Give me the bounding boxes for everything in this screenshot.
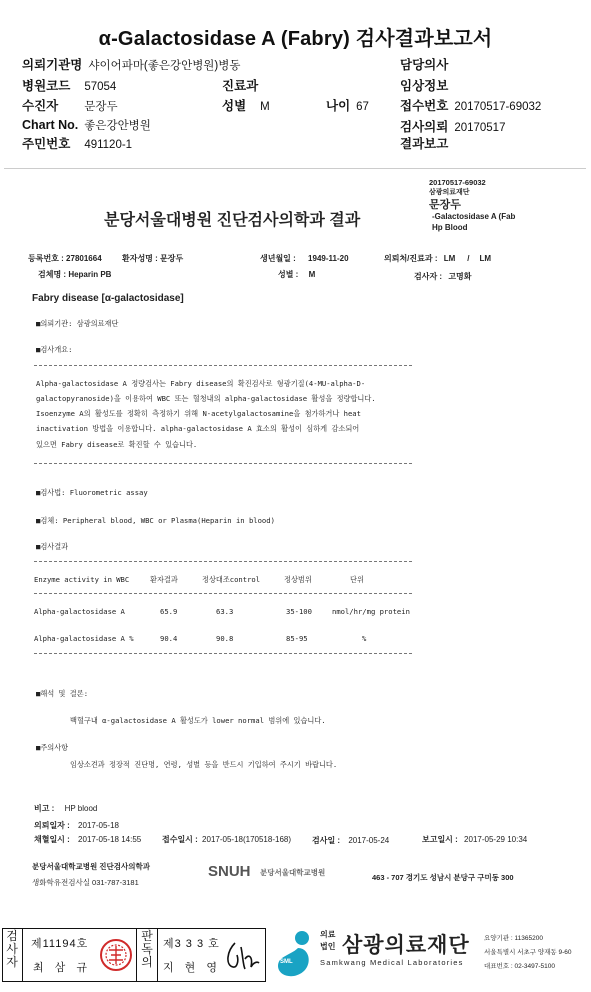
label-spec: Hp Blood bbox=[432, 223, 468, 232]
row1-unit: nmol/hr/mg protein bbox=[332, 607, 410, 616]
attending-row bbox=[400, 55, 448, 73]
patient-name-value: 문장두 bbox=[160, 254, 184, 263]
seal-stamp-icon bbox=[99, 935, 133, 975]
tester-name: 최 삼 규 bbox=[33, 962, 91, 974]
doctor bbox=[384, 253, 491, 264]
sex-label-2: 성별 : bbox=[278, 270, 299, 279]
divider bbox=[34, 463, 412, 464]
patient-name bbox=[122, 253, 183, 264]
clinical-label: 임상정보 bbox=[400, 79, 449, 93]
collect-date-label: 채혈일시 : bbox=[34, 835, 70, 844]
overview-line-5: 있으면 Fabry disease로 확진할 수 있습니다. bbox=[36, 440, 198, 449]
request-row bbox=[400, 117, 505, 135]
sex-label: 성별 bbox=[222, 99, 247, 113]
collect-date bbox=[34, 834, 141, 845]
snuh-name: 분당서울대학교병원 bbox=[260, 868, 326, 877]
remark-label: 비고 : bbox=[34, 804, 55, 813]
age-label: 나이 bbox=[326, 99, 351, 113]
reviewer-vertical-label: 판독의 bbox=[141, 929, 153, 969]
overview-line-4: inactivation 방법을 이용합니다. alpha-galactosidase A 효소의 활성이 심하게 감소되어 bbox=[36, 424, 360, 433]
accession-label: 접수번호 bbox=[400, 99, 449, 113]
sex-value-2: M bbox=[308, 270, 316, 279]
method: ■검사법: Fluorometric assay bbox=[36, 488, 148, 497]
report-row bbox=[400, 134, 448, 152]
signature-icon bbox=[221, 937, 261, 975]
interp-heading: ■해석 및 결론: bbox=[36, 689, 89, 698]
report-date bbox=[422, 834, 527, 845]
dept-label: 진료과 bbox=[222, 79, 259, 93]
chart-label: Chart No. bbox=[22, 118, 79, 132]
institution-row bbox=[22, 55, 240, 73]
request-date bbox=[34, 820, 119, 831]
report-label: 결과보고 bbox=[400, 137, 449, 151]
tester-label: 검사자 : bbox=[414, 272, 443, 281]
notes-heading: ■주의사항 bbox=[36, 743, 69, 752]
sex-row bbox=[222, 96, 270, 114]
rrn-label: 주민번호 bbox=[22, 137, 71, 151]
snuh-logo: SNUH bbox=[208, 863, 251, 880]
brand-english: Samkwang Medical Laboratories bbox=[320, 958, 464, 967]
row2-enzyme: Alpha-galactosidase A % bbox=[34, 634, 134, 643]
request-date-label: 의뢰일자 : bbox=[34, 821, 70, 830]
specimen-label: 검체명 : bbox=[38, 270, 67, 279]
col-header-unit: 단위 bbox=[350, 575, 364, 584]
sex bbox=[278, 269, 315, 280]
collect-date-value: 2017-05-18 14:55 bbox=[78, 835, 142, 844]
hospital-title: 분당서울대병원 진단검사의학과 결과 bbox=[104, 212, 361, 229]
divider bbox=[34, 653, 412, 654]
patient-label: 수진자 bbox=[22, 99, 59, 113]
tester-value: 고명화 bbox=[448, 272, 472, 281]
institution-label: 의뢰기관명 bbox=[22, 58, 83, 72]
remark bbox=[34, 803, 97, 814]
overview-heading: ■검사개요: bbox=[36, 345, 73, 354]
dob bbox=[260, 253, 349, 264]
brand-small-2: 법인 bbox=[320, 942, 336, 951]
report-date-value: 2017-05-29 10:34 bbox=[464, 835, 528, 844]
specimen bbox=[38, 269, 111, 280]
patient-row bbox=[22, 96, 118, 114]
dob-value: 1949-11-20 bbox=[308, 254, 349, 263]
divider bbox=[34, 365, 412, 366]
col-header-range: 정상범위 bbox=[284, 575, 312, 584]
specimen-value: Heparin PB bbox=[68, 270, 112, 279]
footer-address: 463 - 707 경기도 성남시 분당구 구미동 300 bbox=[372, 873, 514, 882]
reg-no-value: 27801664 bbox=[66, 254, 102, 263]
rrn-row bbox=[22, 134, 132, 152]
footer-contact: 생화학유전검사실 031-787-3181 bbox=[32, 878, 139, 887]
label-org: 삼광의료재단 bbox=[429, 189, 470, 196]
brand-small-1: 의료 bbox=[320, 930, 336, 939]
doctor-value: LM bbox=[443, 254, 456, 263]
row2-control: 90.8 bbox=[216, 634, 234, 643]
receipt-date-value: 2017-05-18(170518-168) bbox=[202, 835, 292, 844]
row1-result: 65.9 bbox=[160, 607, 178, 616]
report-title: α-Galactosidase A (Fabry) 검사결과보고서 bbox=[98, 28, 493, 50]
reg-no bbox=[28, 253, 102, 264]
request-date-value: 2017-05-18 bbox=[78, 821, 119, 830]
sex-value: M bbox=[260, 101, 270, 113]
row2-result: 90.4 bbox=[160, 634, 178, 643]
col-header-control: 정상대조control bbox=[202, 575, 261, 584]
age-row bbox=[326, 96, 369, 114]
label-name: 문장두 bbox=[429, 199, 461, 211]
label-test: -Galactosidase A (Fab bbox=[432, 212, 516, 221]
ref-org: ■의뢰기관: 삼광의료재단 bbox=[36, 319, 119, 328]
brand-name: 삼광의료재단 bbox=[342, 934, 470, 957]
receipt-date-label: 접수일시 : bbox=[162, 835, 198, 844]
row1-control: 63.3 bbox=[216, 607, 234, 616]
remark-value: HP blood bbox=[64, 804, 98, 813]
age-value: 67 bbox=[356, 101, 369, 113]
rrn-value: 491120-1 bbox=[84, 139, 133, 151]
test-title: Fabry disease [α-galactosidase] bbox=[32, 293, 184, 304]
tester bbox=[414, 271, 472, 282]
patient-name-label: 환자성명 : bbox=[122, 254, 158, 263]
row1-range: 35-100 bbox=[286, 607, 312, 616]
report-date-label: 보고일시 : bbox=[422, 835, 458, 844]
reviewer-license: 제3 3 3 호 bbox=[163, 938, 220, 950]
col-header-result: 환자결과 bbox=[150, 575, 178, 584]
doctor-value-2: LM bbox=[479, 254, 492, 263]
request-label: 검사의뢰 bbox=[400, 120, 449, 134]
divider bbox=[34, 561, 412, 562]
reviewer-name: 지 현 영 bbox=[163, 962, 221, 974]
dept-row bbox=[222, 76, 258, 94]
doctor-sep: / bbox=[467, 254, 470, 263]
row1-enzyme: Alpha-galactosidase A bbox=[34, 607, 125, 616]
hospital-code-value: 57054 bbox=[84, 81, 117, 93]
sample: ■검체: Peripheral blood, WBC or Plasma(Heparin in blood) bbox=[36, 516, 275, 525]
request-value: 20170517 bbox=[454, 122, 506, 134]
hospital-code-row bbox=[22, 76, 116, 94]
sml-logo-text: SML bbox=[280, 959, 293, 965]
accession-value: 20170517-69032 bbox=[454, 101, 542, 113]
report-sheet bbox=[4, 168, 586, 920]
brand-info-1: 요양기관 : 11365200 bbox=[484, 935, 543, 942]
tester-license: 제11194호 bbox=[31, 938, 89, 950]
test-date-label: 검사일 : bbox=[312, 836, 341, 845]
overview-line-3: Isoenzyme A의 활성도를 정확히 측정하기 위해 N-acetylgalactosamine을 첨가하거나 heat bbox=[36, 409, 361, 418]
overview-line-1: Alpha-galactosidase A 정량검사는 Fabry disease의 확진검사로 형광기질(4-MU-alpha-D- bbox=[36, 379, 366, 388]
overview-line-2: galactopyranoside)을 이용하여 WBC 또는 혈청내의 alpha-galactosidase 활성을 정량합니다. bbox=[36, 394, 376, 403]
patient-value: 문장두 bbox=[84, 101, 118, 113]
tester-vertical-label: 검사자 bbox=[6, 929, 18, 969]
signature-box bbox=[2, 928, 266, 982]
chart-row bbox=[22, 117, 151, 133]
brand-info-2: 서울특별시 서초구 양재동 9-60 bbox=[484, 949, 572, 956]
test-date bbox=[312, 835, 389, 846]
receipt-date bbox=[162, 834, 291, 845]
footer-dept: 분당서울대학교병원 진단검사의학과 bbox=[32, 862, 151, 871]
notes-text: 임상소견과 정장적 진단명, 연령, 성별 등을 반드시 기입하여 주시기 바랍니다. bbox=[70, 760, 338, 769]
chart-value: 좋은강안병원 bbox=[84, 120, 151, 132]
doctor-label: 의뢰처/진료과 : bbox=[384, 254, 438, 263]
accession-row bbox=[400, 96, 541, 114]
hospital-code-label: 병원코드 bbox=[22, 79, 71, 93]
dob-label: 생년월일 : bbox=[260, 254, 296, 263]
reg-no-label: 등록번호 : bbox=[28, 254, 64, 263]
test-date-value: 2017-05-24 bbox=[348, 836, 390, 845]
results-heading: ■검사결과 bbox=[36, 542, 69, 551]
divider bbox=[34, 593, 412, 594]
brand-info-3: 대표번호 : 02-3497-5100 bbox=[484, 963, 556, 970]
tester-label-cell bbox=[3, 929, 23, 981]
reviewer-label-cell bbox=[136, 929, 158, 981]
row2-unit: % bbox=[362, 634, 367, 643]
institution-value: 샤이어파마(좋은강안병원)병동 bbox=[88, 60, 241, 72]
clinical-row bbox=[400, 76, 448, 94]
col-header-enzyme: Enzyme activity in WBC bbox=[34, 575, 130, 584]
interp-text: 백혈구내 α-galactosidase A 활성도가 lower normal 범위에 있습니다. bbox=[70, 716, 326, 725]
attending-label: 담당의사 bbox=[400, 58, 449, 72]
sml-logo-icon bbox=[272, 928, 316, 978]
row2-range: 85-95 bbox=[286, 634, 308, 643]
label-id: 20170517-69032 bbox=[429, 178, 486, 187]
